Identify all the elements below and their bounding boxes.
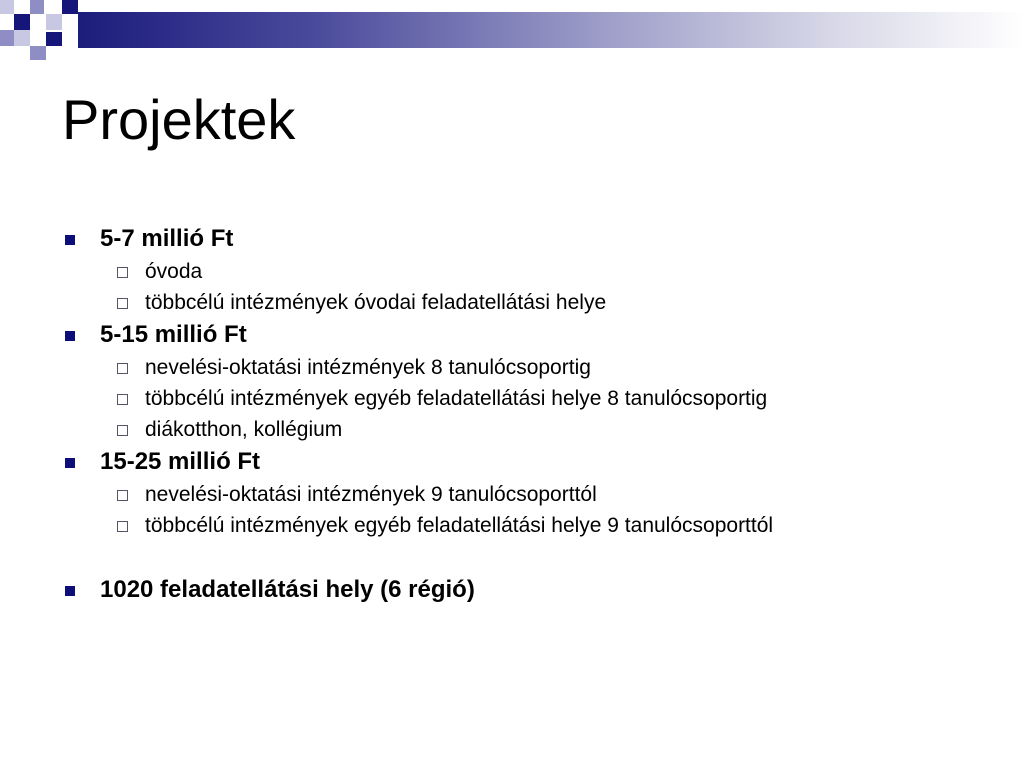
sub-list-item-label: óvoda — [145, 260, 203, 283]
decor-square — [62, 0, 78, 14]
list-item-label: 5-15 millió Ft — [100, 321, 247, 348]
list-item — [62, 573, 1002, 607]
hollow-square-bullet-icon — [117, 363, 128, 374]
sub-list-item — [62, 414, 1002, 445]
square-bullet-icon — [65, 586, 75, 596]
sub-list-item — [62, 256, 1002, 287]
sub-list-item-label: nevelési-oktatási intézmények 9 tanulócsoporttól — [145, 483, 597, 506]
sub-list-item-label: többcélú intézmények egyéb feladatellátási helye 8 tanulócsoportig — [145, 387, 768, 410]
decor-square — [0, 0, 14, 14]
decor-square — [14, 14, 30, 30]
spacer — [62, 541, 1002, 573]
header-decoration — [0, 0, 1024, 64]
square-bullet-icon — [65, 331, 75, 341]
sub-list-item — [62, 479, 1002, 510]
bullet-list — [62, 222, 1002, 607]
decor-square — [46, 14, 62, 30]
sub-list-item — [62, 287, 1002, 318]
hollow-square-bullet-icon — [117, 521, 128, 532]
sub-list-item — [62, 510, 1002, 541]
sub-list-item-label: nevelési-oktatási intézmények 8 tanulócsoportig — [145, 356, 591, 379]
hollow-square-bullet-icon — [117, 394, 128, 405]
sub-list-item-label: többcélú intézmények óvodai feladatellátási helye — [145, 291, 607, 314]
decor-square — [30, 0, 44, 14]
decor-square — [46, 32, 62, 46]
sub-list-item-label: többcélú intézmények egyéb feladatellátási helye 9 tanulócsoporttól — [145, 514, 774, 537]
decor-square — [0, 30, 14, 46]
square-bullet-icon — [65, 235, 75, 245]
sub-list-item — [62, 352, 1002, 383]
list-item-label: 1020 feladatellátási hely (6 régió) — [100, 576, 475, 603]
hollow-square-bullet-icon — [117, 425, 128, 436]
slide-title: Projektek — [62, 88, 296, 151]
sub-list-item — [62, 383, 1002, 414]
list-item-label: 5-7 millió Ft — [100, 225, 234, 252]
list-item — [62, 445, 1002, 479]
list-item — [62, 222, 1002, 256]
decor-square — [30, 46, 46, 60]
decor-square — [14, 30, 30, 46]
list-item — [62, 318, 1002, 352]
header-gradient-bar — [78, 12, 1024, 48]
hollow-square-bullet-icon — [117, 490, 128, 501]
hollow-square-bullet-icon — [117, 298, 128, 309]
sub-list-item-label: diákotthon, kollégium — [145, 418, 343, 441]
hollow-square-bullet-icon — [117, 267, 128, 278]
square-bullet-icon — [65, 458, 75, 468]
list-item-label: 15-25 millió Ft — [100, 448, 261, 475]
